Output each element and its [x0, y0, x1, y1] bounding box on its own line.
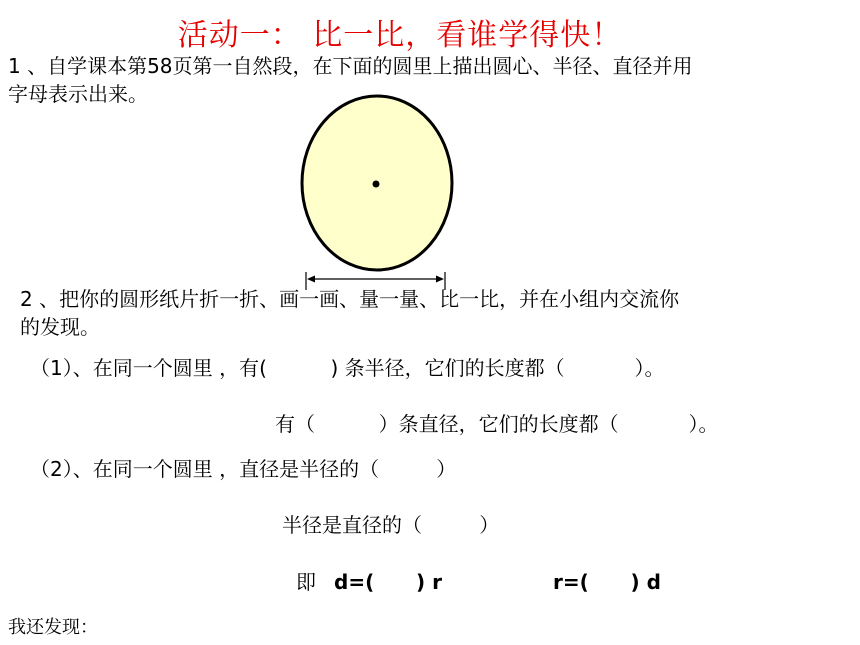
formula-d-equation: d=( ) r — [334, 570, 442, 594]
formula-prefix: 即 — [296, 570, 316, 594]
circle-diagram — [295, 90, 465, 300]
circle-center-dot — [373, 181, 380, 188]
task2-line1: 2 、把你的圆形纸片折一折、画一画、量一量、比一比，并在小组内交流你 — [20, 287, 680, 311]
formula-r-equation: r=( ) d — [553, 570, 661, 594]
question1-diameter-line: 有（ ）条直径，它们的长度都（ ）。 — [275, 412, 719, 436]
question2-radius-line: 半径是直径的（ ） — [282, 513, 500, 537]
activity-title: 活动一： 比一比，看谁学得快！ — [177, 18, 623, 53]
footer-note: 我还发现： — [8, 617, 98, 638]
task2-line2: 的发现。 — [20, 315, 100, 339]
task1-line1: 1 、自学课本第58页第一自然段，在下面的圆里上描出圆心、半径、直径并用 — [8, 54, 693, 78]
task1-line2: 字母表示出来。 — [8, 82, 148, 106]
question1-radius-line: （1）、在同一个圆里 ，有( ) 条半径，它们的长度都（ ）。 — [30, 356, 665, 380]
question2-diameter-line: （2）、在同一个圆里 ，直径是半径的（ ） — [30, 457, 457, 481]
